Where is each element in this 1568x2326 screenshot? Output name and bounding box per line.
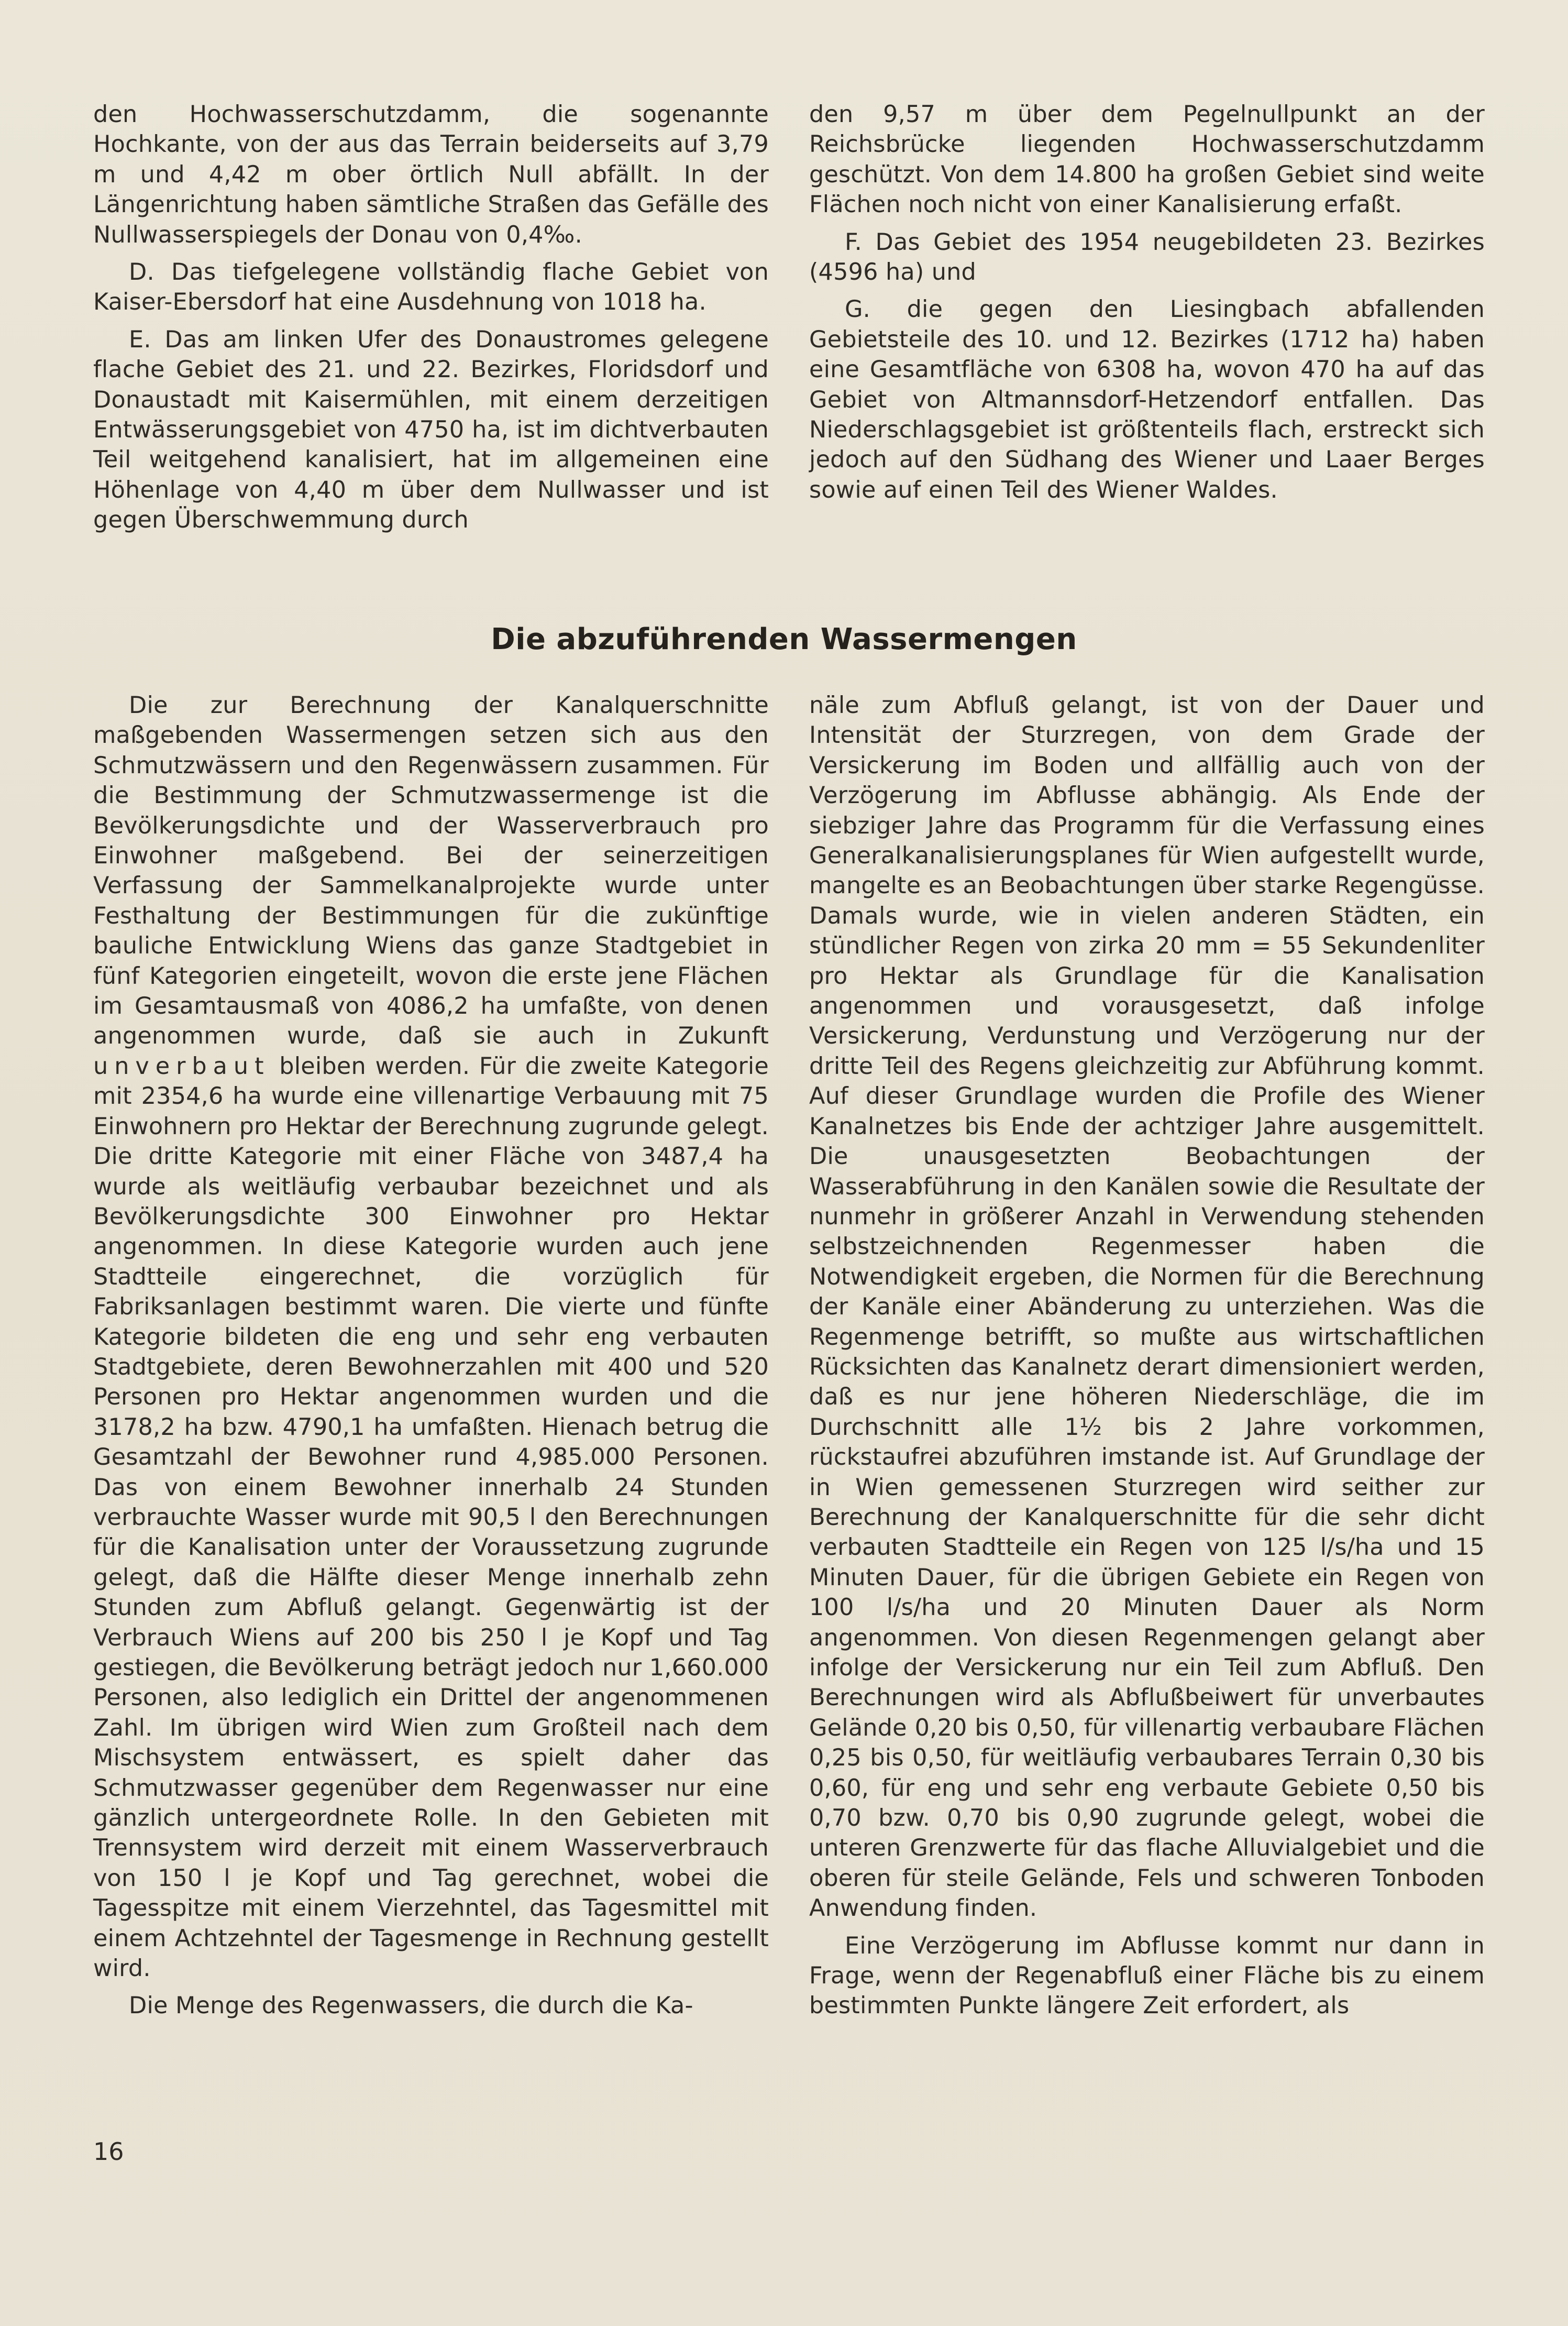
paragraph: Eine Verzögerung im Abflusse kommt nur dann in Frage, wenn der Regenabfluß einer Fläche bis zu einem bestimmten Punkte längere Zeit erfordert, als bbox=[809, 1932, 1485, 2020]
paragraph-text: bleiben werden. Für die zweite Kategorie mit 2354,6 ha wurde eine villenartige Verbauung mit 75 Einwohnern pro Hektar der Berechnung zugrunde gelegt. Die dritte Kategorie mit einer Fläche von 3487,4 ha wurde als weitläufig verbaubar bezeichnet und als Bevölkerungsdichte 300 Einwohner pro Hektar angenommen. In diese Kategorie wurden auch jene Stadtteile eingerechnet, die vorzüglich für Fabriksanlagen bestimmt waren. Die vierte und fünfte Kategorie bildeten die eng und sehr eng verbauten Stadtgebiete, deren Bewohnerzahlen mit 400 und 520 Personen pro Hektar angenommen wurden und die 3178,2 ha bzw. 4790,1 ha umfaßten. Hienach betrug die Gesamtzahl der Bewohner rund 4,985.000 Personen. Das von einem Bewohner innerhalb 24 Stunden verbrauchte Wasser wurde mit 90,5 l den Berechnungen für die Kanalisation unter der Voraussetzung zugrunde gelegt, daß die Hälfte dieser Menge innerhalb zehn Stunden zum Abfluß gelangt. Gegenwärtig ist der Verbrauch Wiens auf 200 bis 250 l je Kopf und Tag gestiegen, die Bevölkerung beträgt jedoch nur 1,660.000 Personen, also lediglich ein Drittel der angenommenen Zahl. Im übrigen wird Wien zum Großteil nach dem Mischsystem entwässert, es spielt daher das Schmutzwasser gegenüber dem Regenwasser nur eine gänzlich untergeordnete Rolle. In den Gebieten mit Trennsystem wird derzeit mit einem Wasserverbrauch von 150 l je Kopf und Tag gerechnet, wobei die Tagesspitze mit einem Vierzehntel, das Tagesmittel mit einem Achtzehntel der Tagesmenge in Rechnung gestellt wird. bbox=[93, 1052, 769, 1982]
bottom-right-column bbox=[809, 690, 1485, 2028]
paragraph: Die Menge des Regenwassers, die durch die Ka- bbox=[129, 1992, 693, 2020]
emphasized-word: unverbaut bbox=[93, 1052, 270, 1080]
paragraph: E. Das am linken Ufer des Donaustromes gelegene flache Gebiet des 21. und 22. Bezirkes, Floridsdorf und Donaustadt mit Kaisermühlen, mit einem derzeitigen Entwässerungsgebiet von 4750 ha, ist im dichtverbauten Teil weitgehend kanalisiert, hat im allgemeinen eine Höhenlage von 4,40 m über dem Nullwasser und ist gegen Überschwemmung durch bbox=[93, 326, 769, 534]
top-left-column bbox=[93, 100, 769, 543]
bottom-left-column bbox=[93, 690, 769, 2028]
paragraph: den 9,57 m über dem Pegelnullpunkt an der Reichsbrücke liegenden Hochwasserschutzdamm geschützt. Von dem 14.800 ha großen Gebiet sind weite Flächen noch nicht von einer Kanalisierung erfaßt. bbox=[809, 101, 1485, 218]
top-right-column bbox=[809, 100, 1485, 512]
paragraph bbox=[93, 690, 769, 1983]
paragraph-text: Die zur Berechnung der Kanalquerschnitte maßgebenden Wassermengen setzen sich aus den Schmutzwässern und den Regenwässern zusammen. Für die Bestimmung der Schmutzwassermenge ist die Bevölkerungsdichte und der Wasserverbrauch pro Einwohner maßgebend. Bei der seinerzeitigen Verfassung der Sammelkanalprojekte wurde unter Festhaltung der Bestimmungen für die zukünftige bauliche Entwicklung Wiens das ganze Stadtgebiet in fünf Kategorien eingeteilt, wovon die erste jene Flächen im Gesamtausmaß von 4086,2 ha umfaßte, von denen angenommen wurde, daß sie auch in Zukunft bbox=[93, 692, 769, 1050]
paragraph: den Hochwasserschutzdamm, die sogenannte Hochkante, von der aus das Terrain beiderseits auf 3,79 m und 4,42 m ober örtlich Null abfällt. In der Längenrichtung haben sämtliche Straßen das Gefälle des Nullwasserspiegels der Donau von 0,4‰. bbox=[93, 101, 769, 248]
paragraph: D. Das tiefgelegene vollständig flache Gebiet von Kaiser-Ebersdorf hat eine Ausdehnung von 1018 ha. bbox=[93, 259, 769, 316]
section-heading: Die abzuführenden Wassermengen bbox=[491, 622, 1077, 656]
page-number: 16 bbox=[93, 2137, 124, 2166]
paragraph: näle zum Abfluß gelangt, ist von der Dauer und Intensität der Sturzregen, von dem Grade der Versickerung im Boden und allfällig auch von der Verzögerung im Abflusse abhängig. Als Ende der siebziger Jahre das Programm für die Verfassung eines Generalkanalisierungsplanes für Wien aufgestellt wurde, mangelte es an Beobachtungen über starke Regengüsse. Damals wurde, wie in vielen anderen Städten, ein stündlicher Regen von zirka 20 mm = 55 Sekundenliter pro Hektar als Grundlage für die Kanalisation angenommen und vorausgesetzt, daß infolge Versickerung, Verdunstung und Verzögerung nur der dritte Teil des Regens gleichzeitig zur Abführung kommt. Auf dieser Grundlage wurden die Profile des Wiener Kanalnetzes bis Ende der achtziger Jahre ausgemittelt. Die unausgesetzten Beobachtungen der Wasserabführung in den Kanälen sowie die Resultate der nunmehr in größerer Anzahl in Verwendung stehenden selbstzeichnenden Regenmesser haben die Notwendigkeit ergeben, die Normen für die Berechnung der Kanäle einer Abänderung zu unterziehen. Was die Regenmenge betrifft, so mußte aus wirtschaftlichen Rücksichten das Kanalnetz derart dimensioniert werden, daß es nur jene höheren Niederschläge, die im Durchschnitt alle 1½ bis 2 Jahre vorkommen, rückstaufrei abzuführen imstande ist. Auf Grundlage der in Wien gemessenen Sturzregen wird seither zur Berechnung der Kanalquerschnitte für die sehr dicht verbauten Stadtteile ein Regen von 125 l/s/ha und 15 Minuten Dauer, für die übrigen Gebiete ein Regen von 100 l/s/ha und 20 Minuten Dauer als Norm angenommen. Von diesen Regenmengen gelangt aber infolge der Versickerung nur ein Teil zum Abfluß. Den Berechnungen wird als Abflußbeiwert für unverbautes Gelände 0,20 bis 0,50, für villenartig verbaubare Flächen 0,25 bis 0,50, für weitläufig verbaubares Terrain 0,30 bis 0,60, für eng und sehr eng verbaute Gebiete 0,50 bis 0,70 bzw. 0,70 bis 0,90 zugrunde gelegt, wobei die unteren Grenzwerte für das flache Alluvialgebiet und die oberen für steile Gelände, Fels und schweren Tonboden Anwendung finden. bbox=[809, 692, 1485, 1922]
paragraph: F. Das Gebiet des 1954 neugebildeten 23. Bezirkes (4596 ha) und bbox=[809, 228, 1485, 286]
paragraph: G. die gegen den Liesingbach abfallenden Gebietsteile des 10. und 12. Bezirkes (1712 ha) haben eine Gesamtfläche von 6308 ha, wovon 470 ha auf das Gebiet von Altmannsdorf-Hetzendorf entfallen. Das Niederschlagsgebiet ist größtenteils flach, erstreckt sich jedoch auf den Südhang des Wiener und Laaer Berges sowie auf einen Teil des Wiener Waldes. bbox=[809, 296, 1485, 503]
